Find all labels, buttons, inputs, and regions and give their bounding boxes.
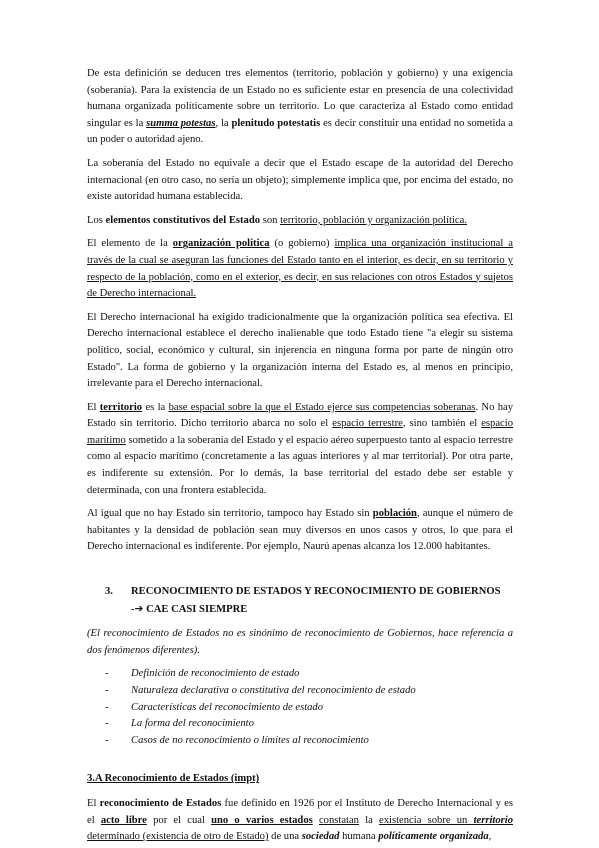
- text: es decir constituir una entidad no sometida a un poder o autoridad ajeno.: [87, 117, 513, 146]
- term-sociedad: sociedad: [301, 831, 340, 843]
- text: (o gobierno): [269, 238, 335, 250]
- text: la: [358, 814, 380, 826]
- subsection-heading: 3.A Reconocimiento de Estados (impt): [87, 773, 260, 785]
- text: El elemento de la: [87, 238, 173, 250]
- paragraph-political-organization: [87, 236, 513, 302]
- text: Los: [87, 214, 106, 226]
- term-espacio-terrestre: espacio terrestre: [332, 418, 403, 430]
- list-item: [87, 716, 513, 733]
- term-reconocimiento-estados: reconocimiento de Estados: [99, 797, 222, 809]
- text: son: [260, 214, 281, 226]
- section-heading-3: [87, 584, 513, 618]
- list-item-text: Definición de reconocimiento de estado: [131, 668, 300, 680]
- text: es la: [142, 401, 169, 413]
- list-item: [87, 700, 513, 717]
- text: por el cual: [146, 814, 212, 826]
- text: de una: [268, 831, 302, 843]
- dash-marker: -: [105, 718, 109, 730]
- list-item: [87, 733, 513, 750]
- text: , aunque el número de habitantes y la densidad de población sean muy diversos en unos casos y otros, lo que para el Derecho internacional es indiferente. Por ejemplo, Naurú apenas alcanza los 12.000 habitantes.: [87, 508, 513, 553]
- paragraph-constitutive-elements: [87, 213, 513, 230]
- dash-marker: -: [105, 668, 109, 680]
- text: ,: [488, 831, 492, 843]
- text: humana: [339, 831, 379, 843]
- underlined-territory-definition: base espacial sobre la que el Estado ejerce sus competencias soberanas: [168, 401, 476, 413]
- right-arrow-icon: ➔: [134, 602, 144, 615]
- section-intro: (El reconocimiento de Estados no es sinónimo de reconocimiento de Gobiernos, hace referencia a dos fenómenos diferentes).: [87, 628, 513, 656]
- list-item-text: Casos de no reconocimiento o límites al reconocimiento: [131, 734, 369, 746]
- text: fue definido en 1926 por el Instituto de Derecho Internacional y es el: [87, 797, 513, 826]
- section-title-text: RECONOCIMIENTO DE ESTADOS Y RECONOCIMIENTO DE GOBIERNOS: [131, 586, 501, 598]
- text: , la: [215, 117, 232, 129]
- text: . No hay Estado sin territorio. Dicho territorio abarca no solo el: [87, 401, 513, 430]
- term-uno-o-varios-estados: uno o varios estados: [211, 814, 313, 826]
- list-item-text: La forma del reconocimiento: [131, 718, 254, 730]
- paragraph-recognition-definition: [87, 796, 513, 846]
- text: El: [87, 797, 100, 809]
- list-item-text: Características del reconocimiento de estado: [131, 701, 324, 713]
- term-territorio: territorio: [99, 401, 143, 413]
- underlined-determinado: determinado (existencia de otro de Estado): [87, 831, 269, 843]
- dash-marker: -: [105, 685, 109, 696]
- underlined-elements-list: territorio, población y organización política.: [280, 214, 467, 226]
- text: El: [87, 401, 100, 413]
- underlined-existencia: existencia sobre un: [379, 814, 474, 826]
- paragraph-effectiveness: El Derecho internacional ha exigido tradicionalmente que la organización política sea efectiva. El Derecho internacional establece el derecho inalienable que todo Estado tiene "a elegir su sistema político, social, económico y cultural, sin injerencia en ninguna forma por parte de ningún otro Estado". La forma de gobierno y la organización interna del Estado es, al menos en principio, irrelevante para el Derecho internacional.: [87, 311, 513, 390]
- term-summa-potestas: summa potestas: [146, 117, 216, 129]
- section-note: CAE CASI SIEMPRE: [143, 603, 248, 615]
- term-organizacion-politica: organización política: [172, 238, 270, 250]
- list-item: [87, 666, 513, 683]
- term-poblacion: población: [372, 508, 417, 520]
- term-acto-libre: acto libre: [100, 814, 147, 826]
- paragraph-sovereignty-law: La soberanía del Estado no equivale a decir que el Estado escape de la autoridad del Derecho internacional (en otro caso, no sería un objeto); simplemente implica que, por encima del estado, no existe autoridad humana establecida.: [87, 157, 513, 203]
- paragraph-territory: [87, 400, 513, 500]
- term-constatan: constatan: [318, 814, 359, 826]
- term-espacio-maritimo: espacio marítimo: [87, 418, 513, 446]
- list-item-text: Naturaleza declarativa o constitutiva del reconocimiento de estado: [131, 685, 416, 696]
- section-title: [131, 584, 513, 618]
- dash-marker: -: [105, 734, 109, 746]
- paragraph-sovereignty-definition: [87, 66, 513, 149]
- dash-marker: -: [105, 701, 109, 713]
- term-elementos-constitutivos: elementos constitutivos del Estado: [105, 214, 261, 226]
- term-territorio-italic: territorio: [473, 814, 513, 826]
- arrow-prefix: -: [131, 603, 135, 615]
- paragraph-population: [87, 506, 513, 556]
- topic-list: [87, 666, 513, 749]
- underlined-organization-definition: implica una organización institucional a través de la cual se aseguran las funciones del Estado tanto en el interior, es decir, en su territorio y respecto de la población, como en el exterior, es decir, en sus relaciones con otros Estados y sujetos de Derecho internacional.: [87, 238, 513, 300]
- section-number: 3.: [105, 586, 113, 598]
- text: sometido a la soberanía del Estado y el espacio aéreo superpuesto tanto al espacio terrestre como al espacio marítimo (concretamente a las aguas interiores y al mar territorial). Por otra parte, es indiferente su extensión. Por lo demás, la base territorial del estado debe ser estable y determinada, con una frontera establecida.: [87, 434, 513, 496]
- text: De esta definición se deducen tres elementos (territorio, población y gobierno) y una exigencia (soberanía). Para la existencia de un Estado no es suficiente estar en presencia de una colectividad humana organizada políticamente sobre un territorio. Lo que caracteriza al Estado como entidad singular es la: [87, 68, 513, 129]
- term-politicamente-organizada: políticamente organizada: [378, 831, 489, 843]
- text: , sino también el: [402, 418, 482, 430]
- text: Al igual que no hay Estado sin territorio, tampoco hay Estado sin: [87, 508, 373, 520]
- list-item: [87, 683, 513, 700]
- term-plenitudo-potestatis: plenitudo potestatis: [231, 117, 321, 129]
